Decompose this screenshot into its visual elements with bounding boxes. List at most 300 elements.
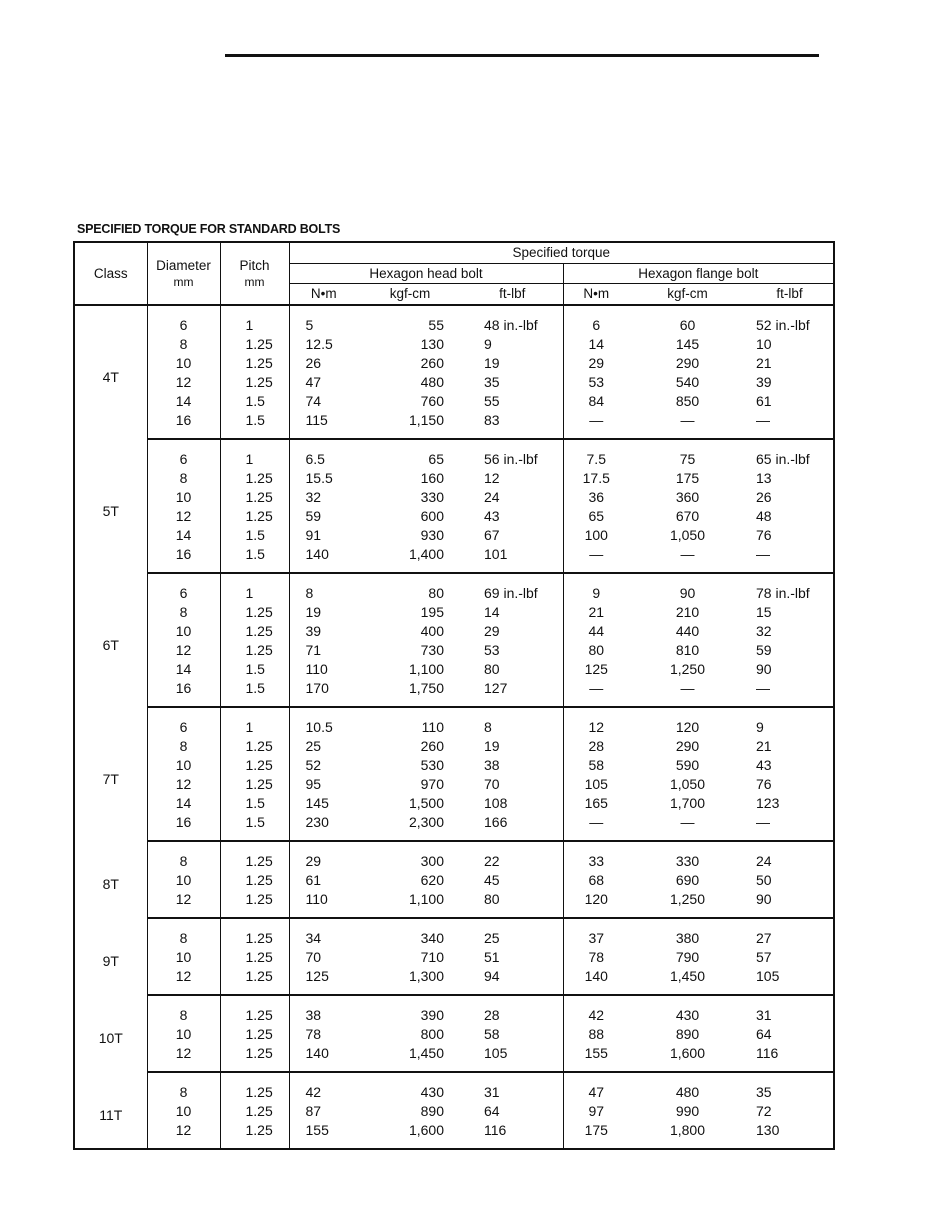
table-row: [74, 707, 834, 737]
flange-kgfcm-cell: 440: [675, 623, 700, 639]
head-nm-cell: 125: [289, 967, 358, 995]
flange-kgfcm-cell: 330: [675, 853, 700, 869]
head-nm-cell: 34: [305, 930, 322, 946]
flange-ftlbf-cell: 64: [746, 1025, 834, 1044]
flange-nm-cell: 21: [588, 604, 605, 620]
flange-kgfcm-cell: 90: [679, 585, 696, 601]
flange-ftlbf-cell: 78 in.-lbf: [746, 573, 834, 603]
head-ftlbf-cell: 19: [462, 354, 563, 373]
head-ftlbf-cell: 28: [462, 995, 563, 1025]
diameter-cell: 6: [147, 439, 220, 469]
flange-nm-cell: 175: [563, 1121, 629, 1149]
head-ftlbf-cell: 43: [462, 507, 563, 526]
head-nm-cell: 140: [289, 1044, 358, 1072]
head-nm-cell: 52: [305, 757, 322, 773]
head-kgfcm-cell: 260: [420, 355, 444, 371]
flange-ftlbf-cell: 90: [746, 660, 834, 679]
top-rule: [225, 54, 819, 57]
table-row: [74, 373, 834, 392]
flange-kgfcm-cell: 540: [675, 374, 700, 390]
pitch-cell: 1.25: [220, 1072, 289, 1102]
flange-nm-cell: 125: [584, 661, 608, 677]
diameter-cell: 8: [147, 1072, 220, 1102]
flange-kgfcm-cell: —: [629, 813, 746, 841]
table-row: [74, 794, 834, 813]
diameter-cell: 12: [147, 1044, 220, 1072]
head-nm-cell: 47: [305, 374, 322, 390]
diameter-cell: 14: [147, 794, 220, 813]
head-nm-cell: 115: [289, 411, 358, 439]
header-head-nm: N•m: [289, 284, 358, 306]
flange-kgfcm-cell: 1,450: [629, 967, 746, 995]
head-nm-cell: 145: [305, 795, 329, 811]
table-row: [74, 756, 834, 775]
head-ftlbf-cell: 108: [462, 794, 563, 813]
diameter-cell: 6: [147, 573, 220, 603]
diameter-cell: 10: [147, 948, 220, 967]
table-row: [74, 1121, 834, 1149]
head-kgfcm-cell: 195: [420, 604, 444, 620]
flange-nm-cell: 58: [588, 757, 605, 773]
table-row: [74, 488, 834, 507]
pitch-cell: 1.5: [220, 794, 289, 813]
head-nm-cell: 38: [305, 1007, 322, 1023]
header-pitch: Pitch mm: [220, 242, 289, 305]
pitch-cell: 1: [220, 305, 289, 335]
head-kgfcm-cell: 390: [420, 1007, 444, 1023]
head-nm-cell: 71: [305, 642, 322, 658]
flange-kgfcm-cell: 60: [679, 317, 696, 333]
head-kgfcm-cell: 620: [420, 872, 444, 888]
head-kgfcm-cell: 600: [420, 508, 444, 524]
diameter-cell: 16: [147, 545, 220, 573]
table-row: [74, 411, 834, 439]
pitch-cell: 1.25: [220, 622, 289, 641]
header-head-ftlbf: ft-lbf: [462, 284, 563, 306]
pitch-cell: 1.25: [220, 995, 289, 1025]
table-row: [74, 1025, 834, 1044]
head-ftlbf-cell: 101: [462, 545, 563, 573]
head-kgfcm-cell: 890: [420, 1103, 444, 1119]
flange-nm-cell: 100: [584, 527, 608, 543]
diameter-cell: 12: [147, 967, 220, 995]
table-row: [74, 995, 834, 1025]
class-cell: 11T: [74, 1072, 147, 1149]
head-ftlbf-cell: 83: [462, 411, 563, 439]
table-row: [74, 622, 834, 641]
head-nm-cell: 230: [289, 813, 358, 841]
flange-ftlbf-cell: 24: [746, 841, 834, 871]
table-row: [74, 507, 834, 526]
diameter-cell: 10: [147, 1102, 220, 1121]
class-cell: 9T: [74, 918, 147, 995]
diameter-cell: 16: [147, 679, 220, 707]
flange-kgfcm-cell: 210: [675, 604, 700, 620]
head-ftlbf-cell: 80: [462, 660, 563, 679]
flange-nm-cell: 33: [588, 853, 605, 869]
table-row: [74, 335, 834, 354]
head-nm-cell: 39: [305, 623, 322, 639]
head-kgfcm-cell: 430: [420, 1084, 444, 1100]
flange-kgfcm-cell: 890: [675, 1026, 700, 1042]
head-nm-cell: 110: [305, 661, 328, 677]
class-cell: 4T: [74, 305, 147, 439]
flange-kgfcm-cell: 990: [675, 1103, 700, 1119]
head-ftlbf-cell: 25: [462, 918, 563, 948]
head-ftlbf-cell: 70: [462, 775, 563, 794]
pitch-cell: 1.5: [220, 411, 289, 439]
head-kgfcm-cell: 330: [420, 489, 444, 505]
torque-table: [73, 241, 835, 1150]
diameter-cell: 8: [147, 603, 220, 622]
table-row: [74, 841, 834, 871]
header-diameter: Diameter mm: [147, 242, 220, 305]
head-ftlbf-cell: 48 in.-lbf: [462, 305, 563, 335]
flange-ftlbf-cell: 43: [746, 756, 834, 775]
head-kgfcm-cell: 710: [420, 949, 444, 965]
head-nm-cell: 87: [305, 1103, 322, 1119]
table-row: [74, 871, 834, 890]
flange-nm-cell: 165: [584, 795, 608, 811]
table-row: [74, 526, 834, 545]
header-flange-kgfcm: kgf-cm: [629, 284, 746, 306]
flange-ftlbf-cell: 31: [746, 995, 834, 1025]
head-nm-cell: 8: [305, 585, 314, 601]
table-row: [74, 439, 834, 469]
diameter-cell: 10: [147, 622, 220, 641]
flange-ftlbf-cell: 130: [746, 1121, 834, 1149]
flange-nm-cell: 28: [588, 738, 605, 754]
flange-nm-cell: 44: [588, 623, 605, 639]
flange-nm-cell: 120: [563, 890, 629, 918]
head-nm-cell: 61: [305, 872, 322, 888]
class-cell: 10T: [74, 995, 147, 1072]
table-row: [74, 660, 834, 679]
flange-ftlbf-cell: —: [746, 679, 834, 707]
head-kgfcm-cell: 65: [428, 451, 444, 467]
pitch-cell: 1: [220, 707, 289, 737]
table-row: [74, 679, 834, 707]
head-ftlbf-cell: 69 in.-lbf: [462, 573, 563, 603]
flange-kgfcm-cell: 145: [675, 336, 700, 352]
diameter-cell: 8: [147, 841, 220, 871]
pitch-cell: 1.25: [220, 948, 289, 967]
diameter-cell: 14: [147, 660, 220, 679]
diameter-cell: 12: [147, 1121, 220, 1149]
flange-nm-cell: 36: [588, 489, 605, 505]
pitch-cell: 1.25: [220, 1044, 289, 1072]
head-nm-cell: 170: [289, 679, 358, 707]
head-nm-cell: 110: [289, 890, 358, 918]
flange-nm-cell: 84: [588, 393, 605, 409]
diameter-cell: 8: [147, 918, 220, 948]
flange-kgfcm-cell: 1,250: [669, 661, 706, 677]
pitch-cell: 1.5: [220, 813, 289, 841]
head-nm-cell: 59: [305, 508, 322, 524]
diameter-cell: 6: [147, 305, 220, 335]
flange-nm-cell: 17.5: [582, 470, 610, 486]
pitch-cell: 1.5: [220, 679, 289, 707]
flange-nm-cell: 80: [588, 642, 605, 658]
flange-kgfcm-cell: 480: [675, 1084, 700, 1100]
pitch-cell: 1.25: [220, 737, 289, 756]
diameter-cell: 12: [147, 373, 220, 392]
flange-kgfcm-cell: 75: [679, 451, 696, 467]
pitch-cell: 1.5: [220, 545, 289, 573]
flange-nm-cell: 105: [584, 776, 608, 792]
head-kgfcm-cell: 160: [420, 470, 444, 486]
flange-kgfcm-cell: —: [629, 679, 746, 707]
diameter-cell: 10: [147, 354, 220, 373]
flange-nm-cell: 37: [588, 930, 605, 946]
flange-ftlbf-cell: 116: [746, 1044, 834, 1072]
head-kgfcm-cell: 800: [420, 1026, 444, 1042]
pitch-cell: 1.25: [220, 918, 289, 948]
head-kgfcm-cell: 480: [420, 374, 444, 390]
table-row: [74, 354, 834, 373]
diameter-cell: 12: [147, 775, 220, 794]
pitch-cell: 1.25: [220, 967, 289, 995]
table-row: [74, 813, 834, 841]
diameter-cell: 14: [147, 392, 220, 411]
head-nm-cell: 6.5: [305, 451, 325, 467]
flange-nm-cell: 9: [592, 585, 601, 601]
head-ftlbf-cell: 38: [462, 756, 563, 775]
head-nm-cell: 10.5: [305, 719, 333, 735]
head-kgfcm-cell: 2,300: [358, 813, 462, 841]
table-row: [74, 573, 834, 603]
flange-ftlbf-cell: 26: [746, 488, 834, 507]
flange-nm-cell: —: [563, 813, 629, 841]
head-nm-cell: 29: [305, 853, 322, 869]
head-kgfcm-cell: 1,300: [358, 967, 462, 995]
head-nm-cell: 12.5: [305, 336, 333, 352]
flange-ftlbf-cell: 13: [746, 469, 834, 488]
flange-ftlbf-cell: 10: [746, 335, 834, 354]
pitch-cell: 1: [220, 439, 289, 469]
head-ftlbf-cell: 53: [462, 641, 563, 660]
diameter-cell: 8: [147, 469, 220, 488]
flange-ftlbf-cell: 32: [746, 622, 834, 641]
head-ftlbf-cell: 55: [462, 392, 563, 411]
head-ftlbf-cell: 24: [462, 488, 563, 507]
head-kgfcm-cell: 1,100: [358, 890, 462, 918]
table-row: [74, 775, 834, 794]
pitch-cell: 1: [220, 573, 289, 603]
head-ftlbf-cell: 64: [462, 1102, 563, 1121]
head-kgfcm-cell: 1,500: [408, 795, 444, 811]
flange-ftlbf-cell: 21: [746, 737, 834, 756]
header-diameter-unit: mm: [173, 274, 194, 289]
head-ftlbf-cell: 51: [462, 948, 563, 967]
pitch-cell: 1.25: [220, 641, 289, 660]
diameter-cell: 12: [147, 641, 220, 660]
header-specified-torque: Specified torque: [289, 242, 834, 264]
class-cell: 7T: [74, 707, 147, 841]
pitch-cell: 1.25: [220, 775, 289, 794]
head-ftlbf-cell: 29: [462, 622, 563, 641]
head-ftlbf-cell: 12: [462, 469, 563, 488]
flange-kgfcm-cell: 120: [675, 719, 700, 735]
flange-kgfcm-cell: 790: [675, 949, 700, 965]
diameter-cell: 8: [147, 335, 220, 354]
diameter-cell: 12: [147, 890, 220, 918]
flange-ftlbf-cell: 90: [746, 890, 834, 918]
pitch-cell: 1.25: [220, 756, 289, 775]
head-kgfcm-cell: 400: [420, 623, 444, 639]
flange-kgfcm-cell: 1,050: [669, 776, 706, 792]
pitch-cell: 1.25: [220, 335, 289, 354]
head-nm-cell: 19: [305, 604, 322, 620]
head-kgfcm-cell: 1,750: [358, 679, 462, 707]
flange-ftlbf-cell: 123: [746, 794, 834, 813]
flange-kgfcm-cell: 1,600: [629, 1044, 746, 1072]
flange-kgfcm-cell: 175: [675, 470, 700, 486]
class-cell: 5T: [74, 439, 147, 573]
flange-kgfcm-cell: 670: [675, 508, 700, 524]
flange-nm-cell: 78: [588, 949, 605, 965]
pitch-cell: 1.25: [220, 603, 289, 622]
table-row: [74, 1044, 834, 1072]
flange-ftlbf-cell: 52 in.-lbf: [746, 305, 834, 335]
flange-ftlbf-cell: 9: [746, 707, 834, 737]
table-row: [74, 890, 834, 918]
flange-ftlbf-cell: —: [746, 545, 834, 573]
flange-kgfcm-cell: 690: [675, 872, 700, 888]
flange-ftlbf-cell: 59: [746, 641, 834, 660]
flange-ftlbf-cell: 61: [746, 392, 834, 411]
flange-ftlbf-cell: —: [746, 813, 834, 841]
flange-nm-cell: 68: [588, 872, 605, 888]
head-kgfcm-cell: 110: [421, 719, 444, 735]
flange-kgfcm-cell: 850: [675, 393, 700, 409]
head-kgfcm-cell: 260: [420, 738, 444, 754]
head-nm-cell: 78: [305, 1026, 322, 1042]
head-kgfcm-cell: 1,600: [358, 1121, 462, 1149]
diameter-cell: 10: [147, 871, 220, 890]
pitch-cell: 1.25: [220, 871, 289, 890]
flange-nm-cell: 12: [588, 719, 605, 735]
table-row: [74, 305, 834, 335]
table-row: [74, 603, 834, 622]
flange-kgfcm-cell: 290: [675, 738, 700, 754]
flange-nm-cell: 65: [588, 508, 605, 524]
flange-ftlbf-cell: —: [746, 411, 834, 439]
diameter-cell: 16: [147, 813, 220, 841]
flange-kgfcm-cell: 810: [675, 642, 700, 658]
table-row: [74, 918, 834, 948]
diameter-cell: 8: [147, 995, 220, 1025]
table-title: SPECIFIED TORQUE FOR STANDARD BOLTS: [77, 222, 341, 236]
flange-ftlbf-cell: 76: [746, 526, 834, 545]
head-nm-cell: 42: [305, 1084, 322, 1100]
head-kgfcm-cell: 340: [420, 930, 444, 946]
flange-ftlbf-cell: 48: [746, 507, 834, 526]
head-nm-cell: 70: [305, 949, 322, 965]
head-ftlbf-cell: 8: [462, 707, 563, 737]
head-kgfcm-cell: 1,400: [358, 545, 462, 573]
pitch-cell: 1.5: [220, 660, 289, 679]
flange-kgfcm-cell: 380: [675, 930, 700, 946]
pitch-cell: 1.25: [220, 1121, 289, 1149]
flange-nm-cell: —: [563, 545, 629, 573]
flange-ftlbf-cell: 76: [746, 775, 834, 794]
flange-ftlbf-cell: 39: [746, 373, 834, 392]
diameter-cell: 12: [147, 507, 220, 526]
header-flange-ftlbf: ft-lbf: [746, 284, 834, 306]
head-kgfcm-cell: 55: [428, 317, 444, 333]
flange-nm-cell: 47: [588, 1084, 605, 1100]
head-ftlbf-cell: 31: [462, 1072, 563, 1102]
diameter-cell: 10: [147, 756, 220, 775]
flange-kgfcm-cell: 360: [675, 489, 700, 505]
header-flange-nm: N•m: [563, 284, 629, 306]
header-class: Class: [74, 242, 147, 305]
flange-nm-cell: —: [563, 411, 629, 439]
head-nm-cell: 32: [305, 489, 322, 505]
head-kgfcm-cell: 760: [420, 393, 444, 409]
flange-ftlbf-cell: 105: [746, 967, 834, 995]
head-ftlbf-cell: 58: [462, 1025, 563, 1044]
head-ftlbf-cell: 116: [462, 1121, 563, 1149]
pitch-cell: 1.25: [220, 890, 289, 918]
flange-nm-cell: 14: [588, 336, 605, 352]
diameter-cell: 16: [147, 411, 220, 439]
head-kgfcm-cell: 1,150: [358, 411, 462, 439]
flange-ftlbf-cell: 50: [746, 871, 834, 890]
head-ftlbf-cell: 19: [462, 737, 563, 756]
table-row: [74, 545, 834, 573]
head-kgfcm-cell: 80: [428, 585, 444, 601]
flange-kgfcm-cell: 1,050: [669, 527, 706, 543]
flange-nm-cell: —: [563, 679, 629, 707]
table-row: [74, 967, 834, 995]
head-nm-cell: 95: [305, 776, 322, 792]
header-head-kgfcm: kgf-cm: [358, 284, 462, 306]
head-nm-cell: 5: [305, 317, 314, 333]
head-nm-cell: 155: [289, 1121, 358, 1149]
head-ftlbf-cell: 105: [462, 1044, 563, 1072]
table-row: [74, 469, 834, 488]
flange-nm-cell: 29: [588, 355, 605, 371]
flange-kgfcm-cell: 1,250: [629, 890, 746, 918]
pitch-cell: 1.25: [220, 469, 289, 488]
pitch-cell: 1.25: [220, 1025, 289, 1044]
flange-nm-cell: 6: [592, 317, 601, 333]
head-kgfcm-cell: 730: [420, 642, 444, 658]
head-ftlbf-cell: 9: [462, 335, 563, 354]
head-nm-cell: 91: [305, 527, 322, 543]
table-body: [74, 305, 834, 1149]
header-pitch-unit: mm: [244, 274, 265, 289]
flange-nm-cell: 7.5: [586, 451, 606, 467]
flange-kgfcm-cell: 430: [675, 1007, 700, 1023]
flange-ftlbf-cell: 15: [746, 603, 834, 622]
head-nm-cell: 25: [305, 738, 322, 754]
diameter-cell: 10: [147, 1025, 220, 1044]
table-row: [74, 641, 834, 660]
head-ftlbf-cell: 127: [462, 679, 563, 707]
head-nm-cell: 74: [305, 393, 322, 409]
head-ftlbf-cell: 14: [462, 603, 563, 622]
head-kgfcm-cell: 300: [420, 853, 444, 869]
head-kgfcm-cell: 530: [420, 757, 444, 773]
table-row: [74, 1102, 834, 1121]
header-hexagon-flange-bolt: Hexagon flange bolt: [563, 264, 834, 284]
flange-ftlbf-cell: 57: [746, 948, 834, 967]
flange-kgfcm-cell: —: [629, 545, 746, 573]
diameter-cell: 6: [147, 707, 220, 737]
